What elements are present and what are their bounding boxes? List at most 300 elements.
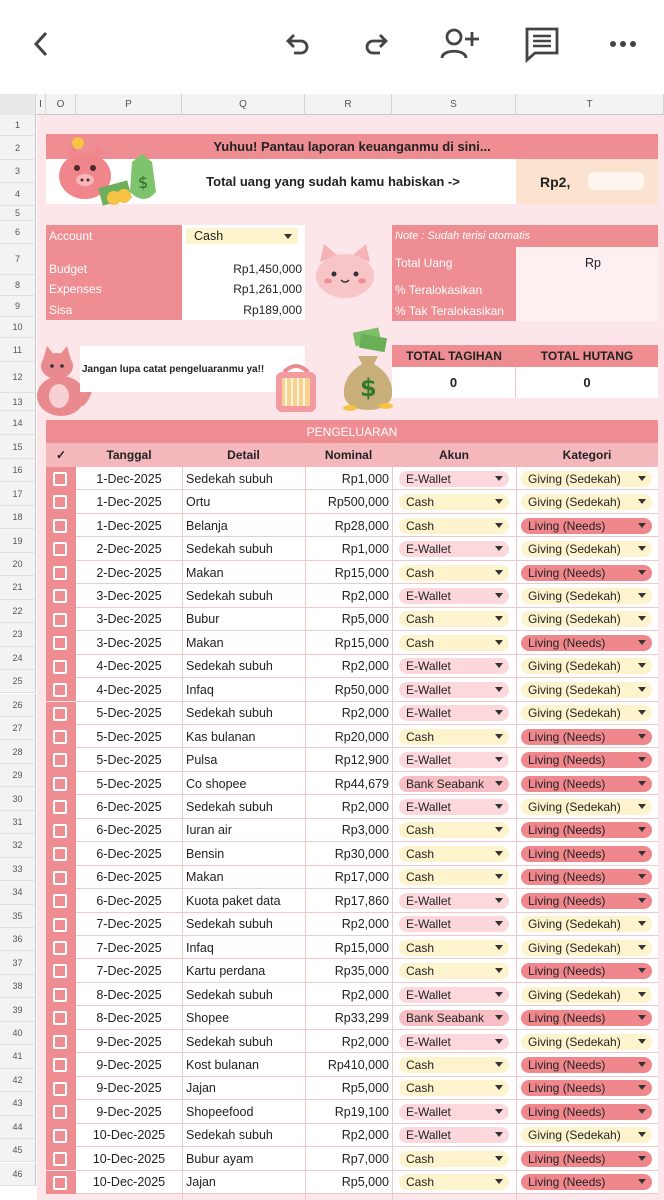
date-cell[interactable]: 3-Dec-2025 [96,635,162,650]
akun-dropdown[interactable] [399,987,509,1003]
kategori-dropdown[interactable] [521,1174,652,1190]
chevron-down-icon[interactable] [495,640,503,645]
chevron-down-icon[interactable] [495,1109,503,1114]
date-cell[interactable]: 4-Dec-2025 [96,682,162,697]
row-checkbox[interactable] [53,660,67,674]
akun-dropdown[interactable] [399,963,509,979]
kategori-dropdown[interactable] [521,1151,652,1167]
row-header[interactable]: 2 [0,136,36,160]
row-header[interactable]: 9 [0,296,36,317]
chevron-down-icon[interactable] [495,687,503,692]
detail-cell[interactable]: Sedekah subuh [186,1128,273,1143]
akun-dropdown[interactable] [399,518,509,534]
date-cell[interactable]: 10-Dec-2025 [92,1128,166,1143]
chevron-down-icon[interactable] [495,1015,503,1020]
row-checkbox[interactable] [53,777,67,791]
date-cell[interactable]: 5-Dec-2025 [96,706,162,721]
chevron-down-icon[interactable] [638,1062,646,1067]
chevron-down-icon[interactable] [638,1085,646,1090]
row-checkbox[interactable] [53,753,67,767]
row-header[interactable]: 23 [0,623,36,646]
kategori-dropdown[interactable] [521,588,652,604]
account-select[interactable] [186,228,298,244]
row-checkbox[interactable] [53,730,67,744]
detail-cell[interactable]: Kuota paket data [186,893,281,908]
chevron-down-icon[interactable] [284,234,292,239]
chevron-down-icon[interactable] [638,616,646,621]
nominal-cell[interactable]: Rp5,000 [341,612,389,627]
row-header[interactable]: 11 [0,338,36,362]
chevron-down-icon[interactable] [638,1132,646,1137]
kategori-dropdown[interactable] [521,635,652,651]
akun-dropdown[interactable] [399,752,509,768]
detail-cell[interactable]: Sedekah subuh [186,800,273,815]
kategori-dropdown[interactable] [521,752,652,768]
date-cell[interactable]: 8-Dec-2025 [96,987,162,1002]
kategori-dropdown[interactable] [521,682,652,698]
detail-cell[interactable]: Sedekah subuh [186,706,273,721]
nominal-cell[interactable]: Rp15,000 [334,635,389,650]
nominal-cell[interactable]: Rp30,000 [334,846,389,861]
kategori-dropdown[interactable] [521,963,652,979]
nominal-cell[interactable]: Rp35,000 [334,964,389,979]
akun-dropdown[interactable] [399,1057,509,1073]
row-header[interactable]: 45 [0,1139,36,1162]
chevron-down-icon[interactable] [638,827,646,832]
akun-dropdown[interactable] [399,611,509,627]
row-header[interactable]: 4 [0,183,36,206]
detail-cell[interactable]: Makan [186,635,224,650]
chevron-down-icon[interactable] [638,781,646,786]
nominal-cell[interactable]: Rp1,000 [341,542,389,557]
row-header[interactable]: 26 [0,694,36,717]
row-checkbox[interactable] [53,871,67,885]
detail-cell[interactable]: Jajan [186,1081,216,1096]
akun-dropdown[interactable] [399,705,509,721]
kategori-dropdown[interactable] [521,1080,652,1096]
kategori-dropdown[interactable] [521,776,652,792]
akun-dropdown[interactable] [399,1151,509,1167]
nominal-cell[interactable]: Rp7,000 [341,1151,389,1166]
date-cell[interactable]: 7-Dec-2025 [96,940,162,955]
row-header[interactable]: 16 [0,459,36,482]
date-cell[interactable]: 5-Dec-2025 [96,776,162,791]
akun-dropdown[interactable] [399,565,509,581]
row-checkbox[interactable] [53,1129,67,1143]
akun-dropdown[interactable] [399,1127,509,1143]
nominal-cell[interactable]: Rp2,000 [341,706,389,721]
kategori-dropdown[interactable] [521,518,652,534]
chevron-down-icon[interactable] [638,499,646,504]
akun-dropdown[interactable] [399,729,509,745]
date-cell[interactable]: 9-Dec-2025 [96,1057,162,1072]
row-header[interactable]: 17 [0,482,36,505]
chevron-down-icon[interactable] [495,757,503,762]
row-checkbox[interactable] [53,988,67,1002]
nominal-cell[interactable]: Rp3,000 [341,823,389,838]
column-header-o[interactable]: O [46,94,76,115]
row-header[interactable]: 12 [0,362,36,393]
kategori-dropdown[interactable] [521,611,652,627]
row-header[interactable]: 41 [0,1045,36,1068]
kategori-dropdown[interactable] [521,799,652,815]
akun-dropdown[interactable] [399,1104,509,1120]
akun-dropdown[interactable] [399,588,509,604]
row-checkbox[interactable] [53,964,67,978]
row-header[interactable]: 29 [0,764,36,787]
chevron-down-icon[interactable] [495,992,503,997]
chevron-down-icon[interactable] [495,851,503,856]
akun-dropdown[interactable] [399,682,509,698]
row-header[interactable]: 13 [0,393,36,411]
row-checkbox[interactable] [53,519,67,533]
detail-cell[interactable]: Co shopee [186,776,247,791]
detail-cell[interactable]: Belanja [186,518,228,533]
nominal-cell[interactable]: Rp2,000 [341,588,389,603]
more-options-icon[interactable] [606,22,640,66]
chevron-down-icon[interactable] [495,499,503,504]
row-header[interactable]: 30 [0,787,36,810]
row-header[interactable]: 25 [0,670,36,693]
column-header-p[interactable]: P [76,94,182,115]
kategori-dropdown[interactable] [521,940,652,956]
row-checkbox[interactable] [53,824,67,838]
date-cell[interactable]: 9-Dec-2025 [96,1034,162,1049]
date-cell[interactable]: 4-Dec-2025 [96,659,162,674]
kategori-dropdown[interactable] [521,729,652,745]
chevron-down-icon[interactable] [638,804,646,809]
detail-cell[interactable]: Sedekah subuh [186,659,273,674]
nominal-cell[interactable]: Rp2,000 [341,1034,389,1049]
detail-cell[interactable]: Infaq [186,940,214,955]
nominal-cell[interactable]: Rp2,000 [341,659,389,674]
akun-dropdown[interactable] [399,471,509,487]
row-checkbox[interactable] [53,894,67,908]
row-header[interactable]: 35 [0,905,36,928]
detail-cell[interactable]: Sedekah subuh [186,1034,273,1049]
kategori-dropdown[interactable] [521,869,652,885]
chevron-down-icon[interactable] [638,710,646,715]
akun-dropdown[interactable] [399,940,509,956]
row-header[interactable]: 19 [0,529,36,552]
detail-cell[interactable]: Sedekah subuh [186,917,273,932]
date-cell[interactable]: 10-Dec-2025 [92,1175,166,1190]
detail-cell[interactable]: Sedekah subuh [186,542,273,557]
date-cell[interactable]: 1-Dec-2025 [96,495,162,510]
detail-cell[interactable]: Bubur [186,612,220,627]
chevron-down-icon[interactable] [495,921,503,926]
chevron-down-icon[interactable] [638,593,646,598]
chevron-down-icon[interactable] [638,1039,646,1044]
row-header[interactable]: 27 [0,717,36,740]
row-header[interactable]: 40 [0,1022,36,1045]
akun-dropdown[interactable] [399,1034,509,1050]
detail-cell[interactable]: Shopeefood [186,1104,254,1119]
row-header[interactable]: 3 [0,160,36,183]
chevron-down-icon[interactable] [638,968,646,973]
chevron-down-icon[interactable] [638,523,646,528]
nominal-cell[interactable]: Rp5,000 [341,1081,389,1096]
akun-dropdown[interactable] [399,1010,509,1026]
kategori-dropdown[interactable] [521,494,652,510]
chevron-down-icon[interactable] [638,1156,646,1161]
row-checkbox[interactable] [53,800,67,814]
comment-icon[interactable] [522,22,562,66]
chevron-down-icon[interactable] [495,1156,503,1161]
row-header[interactable]: 39 [0,998,36,1021]
row-checkbox[interactable] [53,1176,67,1190]
row-checkbox[interactable] [53,1152,67,1166]
column-header-s[interactable]: S [392,94,516,115]
kategori-dropdown[interactable] [521,1104,652,1120]
akun-dropdown[interactable] [399,916,509,932]
detail-cell[interactable]: Bubur ayam [186,1151,254,1166]
nominal-cell[interactable]: Rp33,299 [334,1011,389,1026]
row-checkbox[interactable] [53,566,67,580]
date-cell[interactable]: 9-Dec-2025 [96,1104,162,1119]
nominal-cell[interactable]: Rp50,000 [334,682,389,697]
date-cell[interactable]: 6-Dec-2025 [96,893,162,908]
date-cell[interactable]: 7-Dec-2025 [96,917,162,932]
chevron-down-icon[interactable] [495,476,503,481]
chevron-down-icon[interactable] [638,476,646,481]
akun-dropdown[interactable] [399,799,509,815]
chevron-down-icon[interactable] [495,523,503,528]
chevron-down-icon[interactable] [495,1132,503,1137]
date-cell[interactable]: 2-Dec-2025 [96,565,162,580]
row-checkbox[interactable] [53,1035,67,1049]
nominal-cell[interactable]: Rp2,000 [341,917,389,932]
date-cell[interactable]: 5-Dec-2025 [96,729,162,744]
chevron-down-icon[interactable] [638,992,646,997]
kategori-dropdown[interactable] [521,987,652,1003]
column-header-i[interactable]: I [36,94,46,115]
date-cell[interactable]: 2-Dec-2025 [96,542,162,557]
row-header[interactable]: 43 [0,1092,36,1115]
row-checkbox[interactable] [53,1082,67,1096]
nominal-cell[interactable]: Rp15,000 [334,565,389,580]
select-all-corner[interactable] [0,94,36,115]
nominal-cell[interactable]: Rp1,000 [341,471,389,486]
row-checkbox[interactable] [53,683,67,697]
undo-icon[interactable] [280,22,314,66]
kategori-dropdown[interactable] [521,705,652,721]
row-header[interactable]: 32 [0,834,36,857]
chevron-down-icon[interactable] [638,898,646,903]
kategori-dropdown[interactable] [521,565,652,581]
row-header[interactable]: 5 [0,206,36,221]
detail-cell[interactable]: Sedekah subuh [186,471,273,486]
chevron-down-icon[interactable] [495,570,503,575]
nominal-cell[interactable]: Rp2,000 [341,800,389,815]
detail-cell[interactable]: Bensin [186,846,225,861]
kategori-dropdown[interactable] [521,1127,652,1143]
chevron-down-icon[interactable] [495,593,503,598]
chevron-down-icon[interactable] [495,804,503,809]
akun-dropdown[interactable] [399,1080,509,1096]
akun-dropdown[interactable] [399,822,509,838]
chevron-down-icon[interactable] [495,546,503,551]
row-header[interactable]: 10 [0,317,36,338]
chevron-down-icon[interactable] [638,570,646,575]
date-cell[interactable]: 6-Dec-2025 [96,800,162,815]
detail-cell[interactable]: Iuran air [186,823,232,838]
date-cell[interactable]: 10-Dec-2025 [92,1151,166,1166]
chevron-down-icon[interactable] [495,1039,503,1044]
chevron-down-icon[interactable] [495,1062,503,1067]
row-checkbox[interactable] [53,941,67,955]
nominal-cell[interactable]: Rp2,000 [341,1128,389,1143]
kategori-dropdown[interactable] [521,1034,652,1050]
column-header-q[interactable]: Q [182,94,305,115]
row-header[interactable]: 31 [0,811,36,834]
row-header[interactable]: 36 [0,928,36,951]
add-person-icon[interactable] [438,22,482,66]
akun-dropdown[interactable] [399,494,509,510]
kategori-dropdown[interactable] [521,471,652,487]
detail-cell[interactable]: Infaq [186,682,214,697]
row-header[interactable]: 7 [0,244,36,275]
chevron-down-icon[interactable] [638,687,646,692]
date-cell[interactable]: 9-Dec-2025 [96,1081,162,1096]
detail-cell[interactable]: Ortu [186,495,211,510]
row-header[interactable]: 6 [0,221,36,244]
kategori-dropdown[interactable] [521,1010,652,1026]
row-header[interactable]: 42 [0,1069,36,1092]
detail-cell[interactable]: Sedekah subuh [186,987,273,1002]
chevron-down-icon[interactable] [638,874,646,879]
chevron-down-icon[interactable] [638,1015,646,1020]
chevron-down-icon[interactable] [495,781,503,786]
nominal-cell[interactable]: Rp28,000 [334,518,389,533]
chevron-down-icon[interactable] [495,945,503,950]
detail-cell[interactable]: Kartu perdana [186,964,266,979]
chevron-down-icon[interactable] [638,663,646,668]
kategori-dropdown[interactable] [521,916,652,932]
row-checkbox[interactable] [53,495,67,509]
chevron-down-icon[interactable] [638,921,646,926]
nominal-cell[interactable]: Rp2,000 [341,987,389,1002]
row-header[interactable]: 22 [0,600,36,623]
row-checkbox[interactable] [53,707,67,721]
row-checkbox[interactable] [53,1105,67,1119]
nominal-cell[interactable]: Rp20,000 [334,729,389,744]
row-header[interactable]: 1 [0,115,36,136]
date-cell[interactable]: 1-Dec-2025 [96,518,162,533]
row-header[interactable]: 37 [0,951,36,974]
nominal-cell[interactable]: Rp15,000 [334,940,389,955]
chevron-down-icon[interactable] [495,734,503,739]
row-header[interactable]: 20 [0,553,36,576]
row-header[interactable]: 33 [0,858,36,881]
detail-cell[interactable]: Shopee [186,1011,230,1026]
date-cell[interactable]: 5-Dec-2025 [96,753,162,768]
row-checkbox[interactable] [53,918,67,932]
chevron-down-icon[interactable] [495,968,503,973]
nominal-cell[interactable]: Rp12,900 [334,753,389,768]
row-header[interactable]: 44 [0,1116,36,1139]
detail-cell[interactable]: Sedekah subuh [186,588,273,603]
detail-cell[interactable]: Pulsa [186,753,218,768]
nominal-cell[interactable]: Rp17,860 [334,893,389,908]
akun-dropdown[interactable] [399,893,509,909]
spreadsheet-grid[interactable] [0,94,664,1200]
chevron-down-icon[interactable] [638,757,646,762]
row-checkbox[interactable] [53,847,67,861]
row-header[interactable]: 24 [0,647,36,670]
detail-cell[interactable]: Makan [186,870,224,885]
akun-dropdown[interactable] [399,1174,509,1190]
column-header-t[interactable]: T [516,94,664,115]
row-header[interactable]: 8 [0,275,36,296]
detail-cell[interactable]: Jajan [186,1175,216,1190]
row-checkbox[interactable] [53,1011,67,1025]
date-cell[interactable]: 6-Dec-2025 [96,870,162,885]
row-header[interactable]: 14 [0,411,36,435]
chevron-down-icon[interactable] [495,616,503,621]
date-cell[interactable]: 6-Dec-2025 [96,823,162,838]
row-checkbox[interactable] [53,613,67,627]
date-cell[interactable]: 3-Dec-2025 [96,588,162,603]
chevron-down-icon[interactable] [495,1179,503,1184]
date-cell[interactable]: 7-Dec-2025 [96,964,162,979]
chevron-down-icon[interactable] [495,663,503,668]
column-header-r[interactable]: R [305,94,392,115]
chevron-down-icon[interactable] [638,640,646,645]
akun-dropdown[interactable] [399,658,509,674]
row-header[interactable]: 18 [0,506,36,529]
row-checkbox[interactable] [53,636,67,650]
kategori-dropdown[interactable] [521,1057,652,1073]
chevron-down-icon[interactable] [638,1109,646,1114]
kategori-dropdown[interactable] [521,541,652,557]
row-checkbox[interactable] [53,542,67,556]
date-cell[interactable]: 1-Dec-2025 [96,471,162,486]
chevron-down-icon[interactable] [495,1085,503,1090]
akun-dropdown[interactable] [399,776,509,792]
date-cell[interactable]: 6-Dec-2025 [96,846,162,861]
chevron-down-icon[interactable] [638,734,646,739]
chevron-down-icon[interactable] [495,710,503,715]
row-header[interactable]: 34 [0,881,36,904]
back-arrow-icon[interactable] [26,22,56,66]
nominal-cell[interactable]: Rp5,000 [341,1175,389,1190]
akun-dropdown[interactable] [399,635,509,651]
kategori-dropdown[interactable] [521,822,652,838]
chevron-down-icon[interactable] [495,874,503,879]
chevron-down-icon[interactable] [495,898,503,903]
nominal-cell[interactable]: Rp17,000 [334,870,389,885]
detail-cell[interactable]: Kost bulanan [186,1057,259,1072]
nominal-cell[interactable]: Rp410,000 [327,1057,389,1072]
date-cell[interactable]: 8-Dec-2025 [96,1011,162,1026]
akun-dropdown[interactable] [399,541,509,557]
row-header[interactable]: 15 [0,435,36,459]
chevron-down-icon[interactable] [638,851,646,856]
chevron-down-icon[interactable] [638,546,646,551]
chevron-down-icon[interactable] [638,945,646,950]
detail-cell[interactable]: Makan [186,565,224,580]
row-checkbox[interactable] [53,1058,67,1072]
row-header[interactable]: 28 [0,740,36,763]
nominal-cell[interactable]: Rp500,000 [327,495,389,510]
akun-dropdown[interactable] [399,846,509,862]
chevron-down-icon[interactable] [495,827,503,832]
nominal-cell[interactable]: Rp19,100 [334,1104,389,1119]
row-header[interactable]: 38 [0,975,36,998]
kategori-dropdown[interactable] [521,658,652,674]
row-header[interactable]: 21 [0,576,36,599]
